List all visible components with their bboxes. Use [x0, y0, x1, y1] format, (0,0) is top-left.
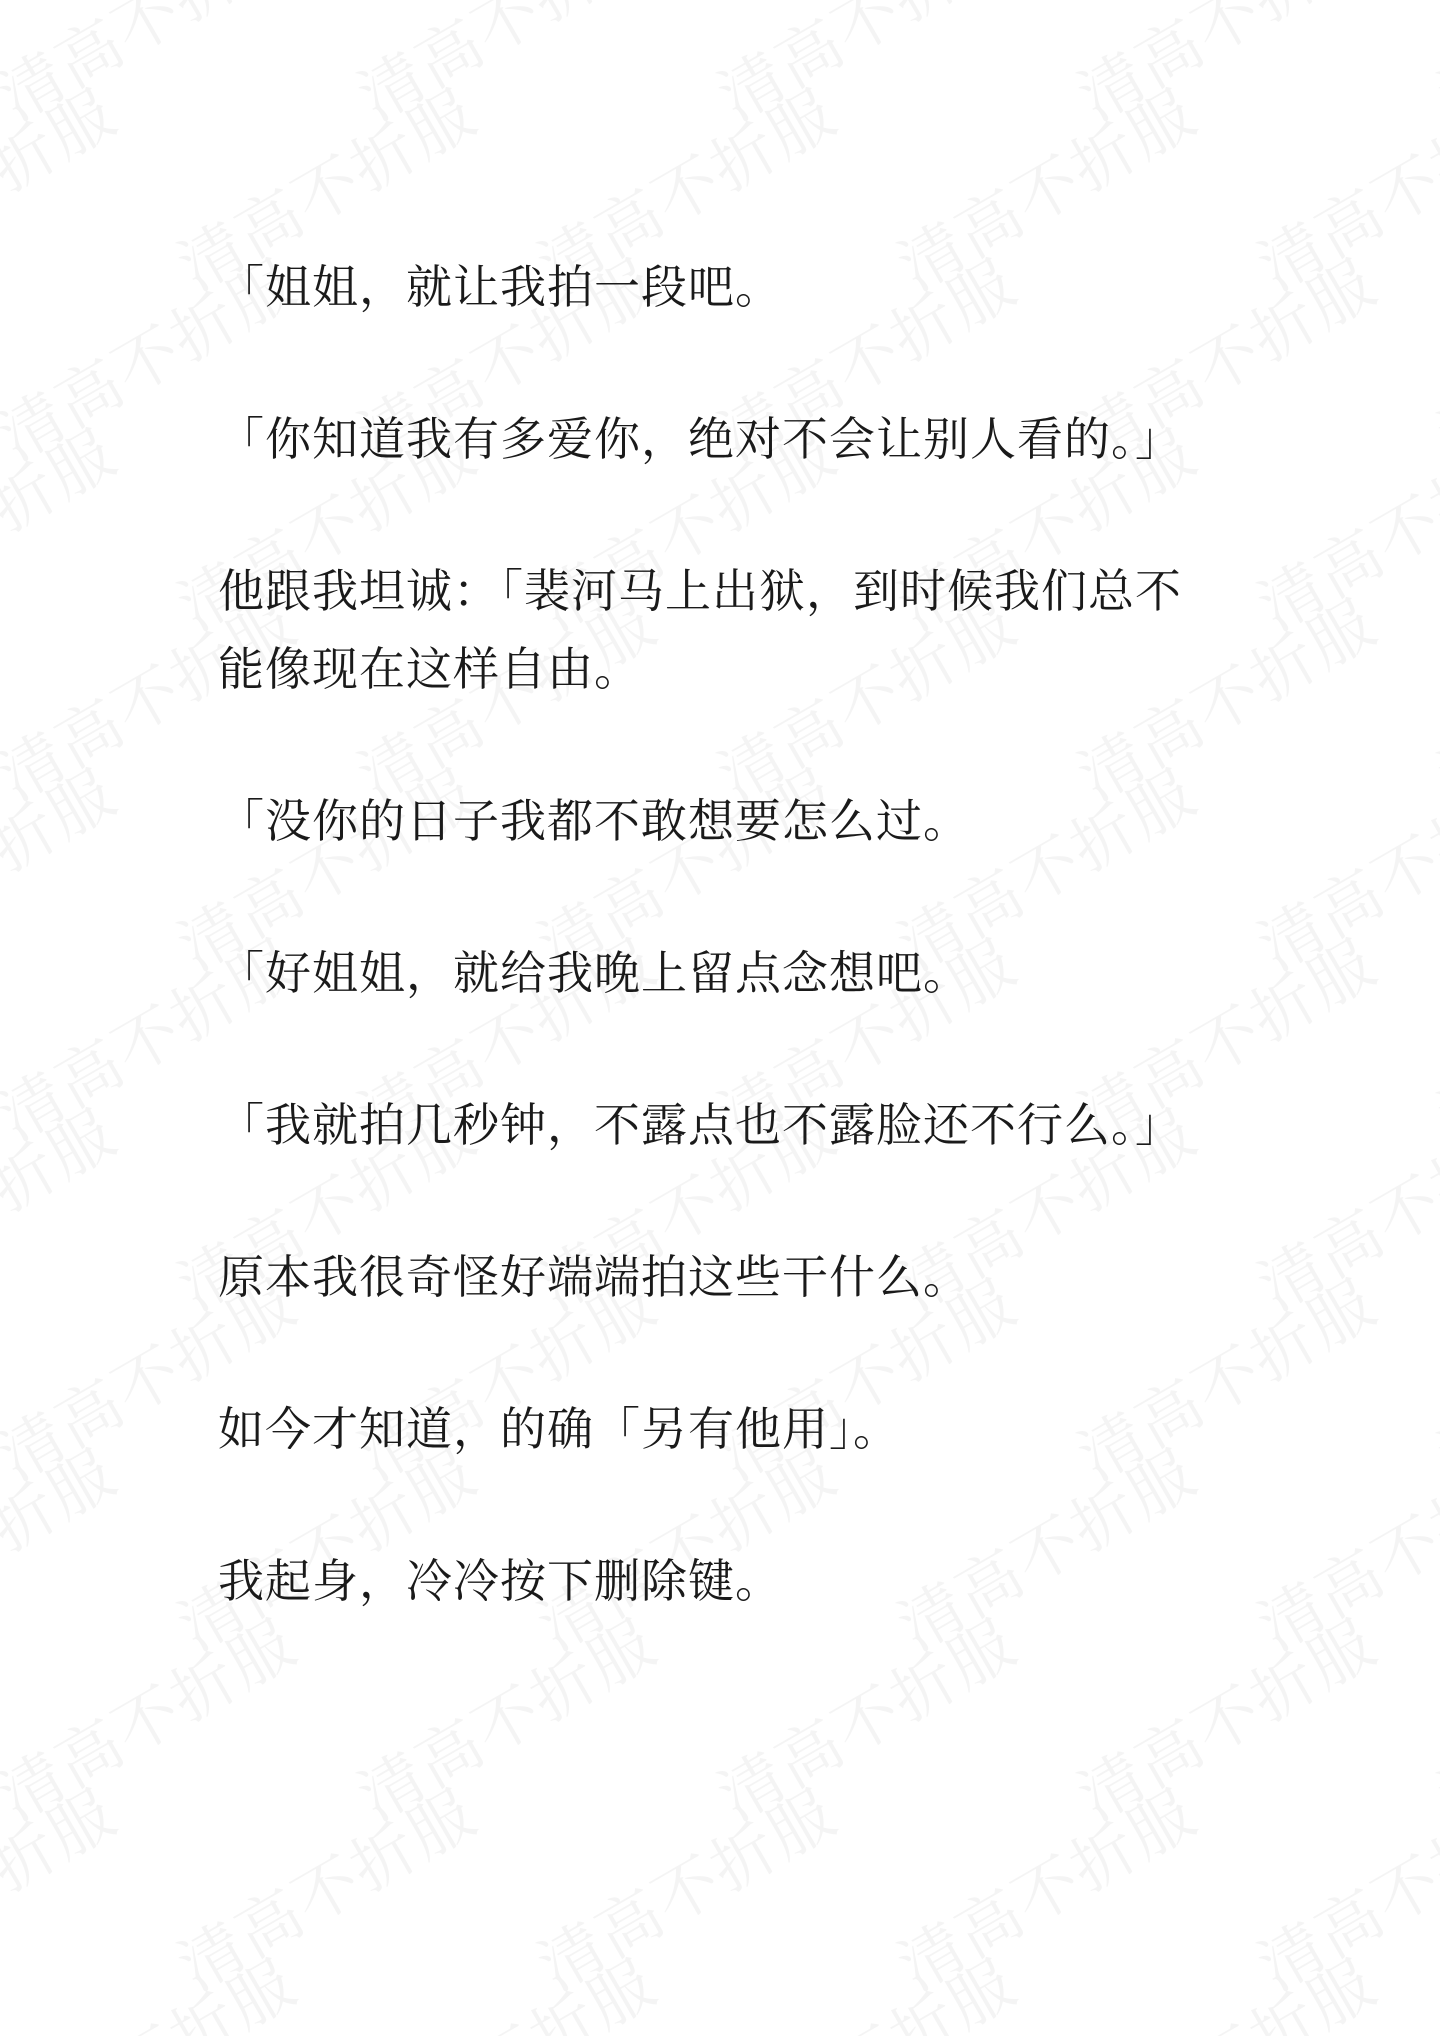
watermark-text — [0, 744, 131, 989]
watermark-text — [1419, 234, 1440, 479]
paragraph: 如今才知道，的确「另有他用」。 — [218, 1402, 900, 1456]
paragraph: 「没你的日子我都不敢想要怎么过。 — [218, 794, 970, 848]
watermark-text — [1239, 744, 1440, 989]
watermark-text — [1059, 1934, 1391, 2036]
watermark-text — [1419, 1934, 1440, 2036]
watermark-text — [879, 1764, 1211, 2009]
watermark-text — [699, 0, 1031, 138]
watermark-text — [0, 1084, 131, 1329]
watermark-text — [1059, 0, 1391, 138]
watermark-text — [0, 1934, 311, 2036]
watermark-text — [1419, 1254, 1440, 1499]
watermark-text — [1419, 1594, 1440, 1839]
watermark-text — [339, 1934, 671, 2036]
paragraph: 他跟我坦诚：「裴河马上出狱，到时候我们总不能像现在这样自由。 — [218, 564, 1182, 696]
watermark-text — [699, 1934, 1031, 2036]
watermark-text — [0, 0, 311, 138]
watermark-text — [1239, 404, 1440, 649]
watermark-text — [159, 1764, 491, 2009]
watermark-text — [0, 404, 131, 649]
paragraph: 我起身，冷冷按下删除键。 — [218, 1554, 782, 1608]
watermark-text — [0, 64, 131, 309]
watermark-text — [339, 0, 671, 138]
watermark-text — [1419, 0, 1440, 138]
document-body — [218, 248, 1228, 1694]
watermark-text — [0, 1424, 131, 1669]
paragraph: 「好姐姐，就给我晚上留点念想吧。 — [218, 946, 970, 1000]
watermark-text — [519, 1764, 851, 2009]
watermark-text — [1239, 1764, 1440, 2009]
paragraph: 原本我很奇怪好端端拍这些干什么。 — [218, 1250, 970, 1304]
watermark-text — [0, 1764, 131, 2009]
watermark-text — [1239, 64, 1440, 309]
paragraph: 「你知道我有多爱你，绝对不会让别人看的。」 — [218, 412, 1182, 466]
watermark-text — [1239, 1084, 1440, 1329]
paragraph: 「姐姐，就让我拍一段吧。 — [218, 260, 782, 314]
watermark-text — [1419, 914, 1440, 1159]
paragraph: 「我就拍几秒钟，不露点也不露脸还不行么。」 — [218, 1098, 1182, 1152]
watermark-text — [1419, 574, 1440, 819]
watermark-text — [1239, 1424, 1440, 1669]
